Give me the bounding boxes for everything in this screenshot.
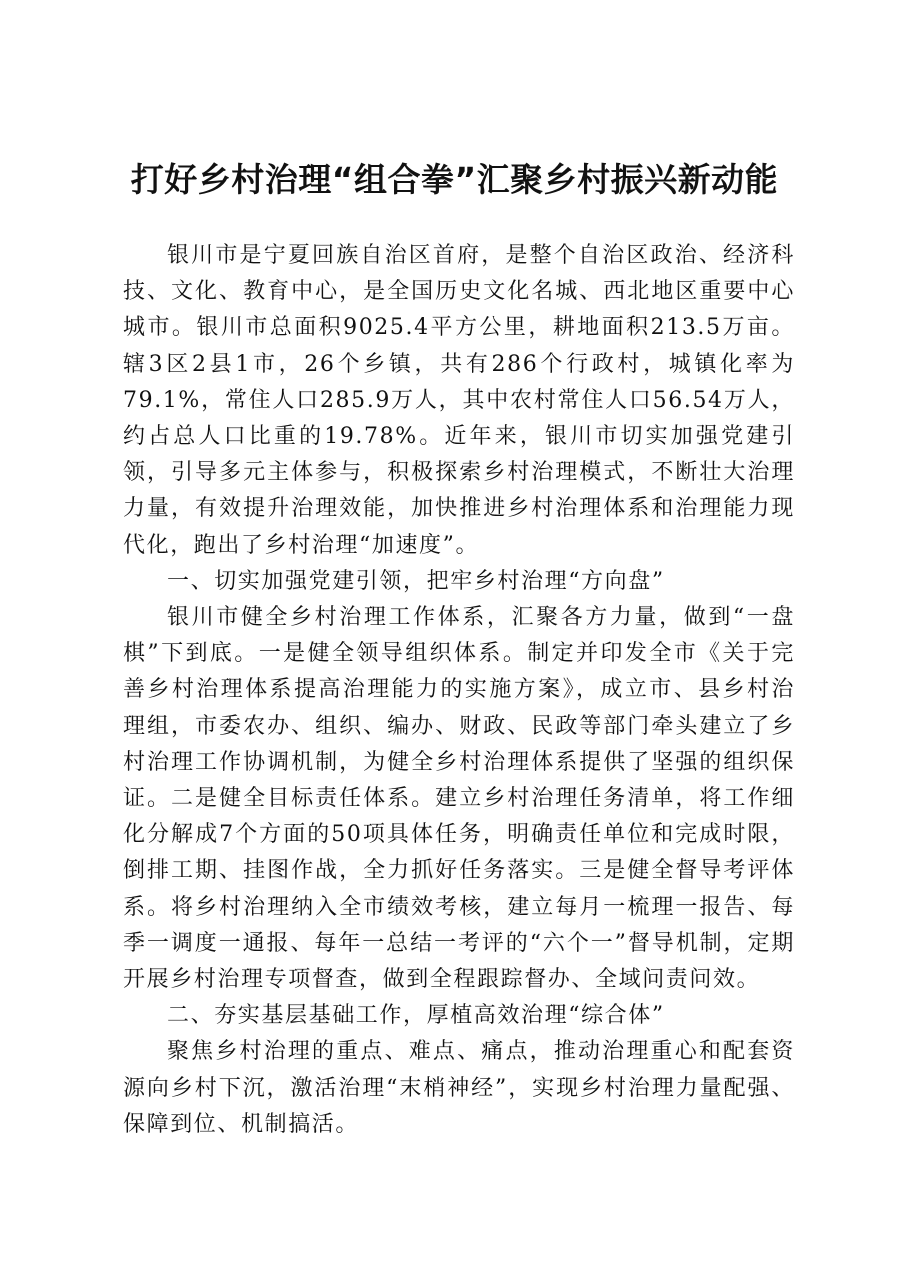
section-heading-1: 一、切实加强党建引领，把牢乡村治理“方向盘” — [167, 568, 665, 594]
paragraph-section-1: 银川市健全乡村治理工作体系，汇聚各方力量，做到“一盘棋”下到底。一是健全领导组织体系。制定并印发全市《关于完善乡村治理体系提高治理能力的实施方案》，成立市、县乡村治理组，市委农办、组织、编办、财政、民政等部门牵头建立了乡村治理工作协调机制，为健全乡村治理体系提供了坚强的组织保证。二是健全目标责任体系。建立乡村治理任务清单，将工作细化分解成7个方面的50项具体任务，明确责任单位和完成时限，倒排工期、挂图作战，全力抓好任务落实。三是健全督导考评体系。将乡村治理纳入全市绩效考核，建立每月一梳理一报告、每季一调度一通报、每年一总结一考评的“六个一”督导机制，定期开展乡村治理专项督查，做到全程跟踪督办、全域问责问效。 — [123, 605, 795, 993]
document-title: 打好乡村治理“组合拳”汇聚乡村振兴新动能 — [130, 160, 779, 199]
document-body — [123, 238, 795, 1143]
section-heading-2: 二、夯实基层基础工作，厚植高效治理“综合体” — [167, 1003, 665, 1029]
paragraph-section-2: 聚焦乡村治理的重点、难点、痛点，推动治理重心和配套资源向乡村下沉，激活治理“末梢神经”，实现乡村治理力量配强、保障到位、机制搞活。 — [123, 1039, 795, 1137]
paragraph-intro: 银川市是宁夏回族自治区首府，是整个自治区政治、经济科技、文化、教育中心，是全国历史文化名城、西北地区重要中心城市。银川市总面积9025.4平方公里，耕地面积213.5万亩。辖3区2县1市，26个乡镇，共有286个行政村，城镇化率为79.1%，常住人口285.9万人，其中农村常住人口56.54万人，约占总人口比重的19.78%。近年来，银川市切实加强党建引领，引导多元主体参与，积极探索乡村治理模式，不断壮大治理力量，有效提升治理效能，加快推进乡村治理体系和治理能力现代化，跑出了乡村治理“加速度”。 — [123, 243, 795, 558]
